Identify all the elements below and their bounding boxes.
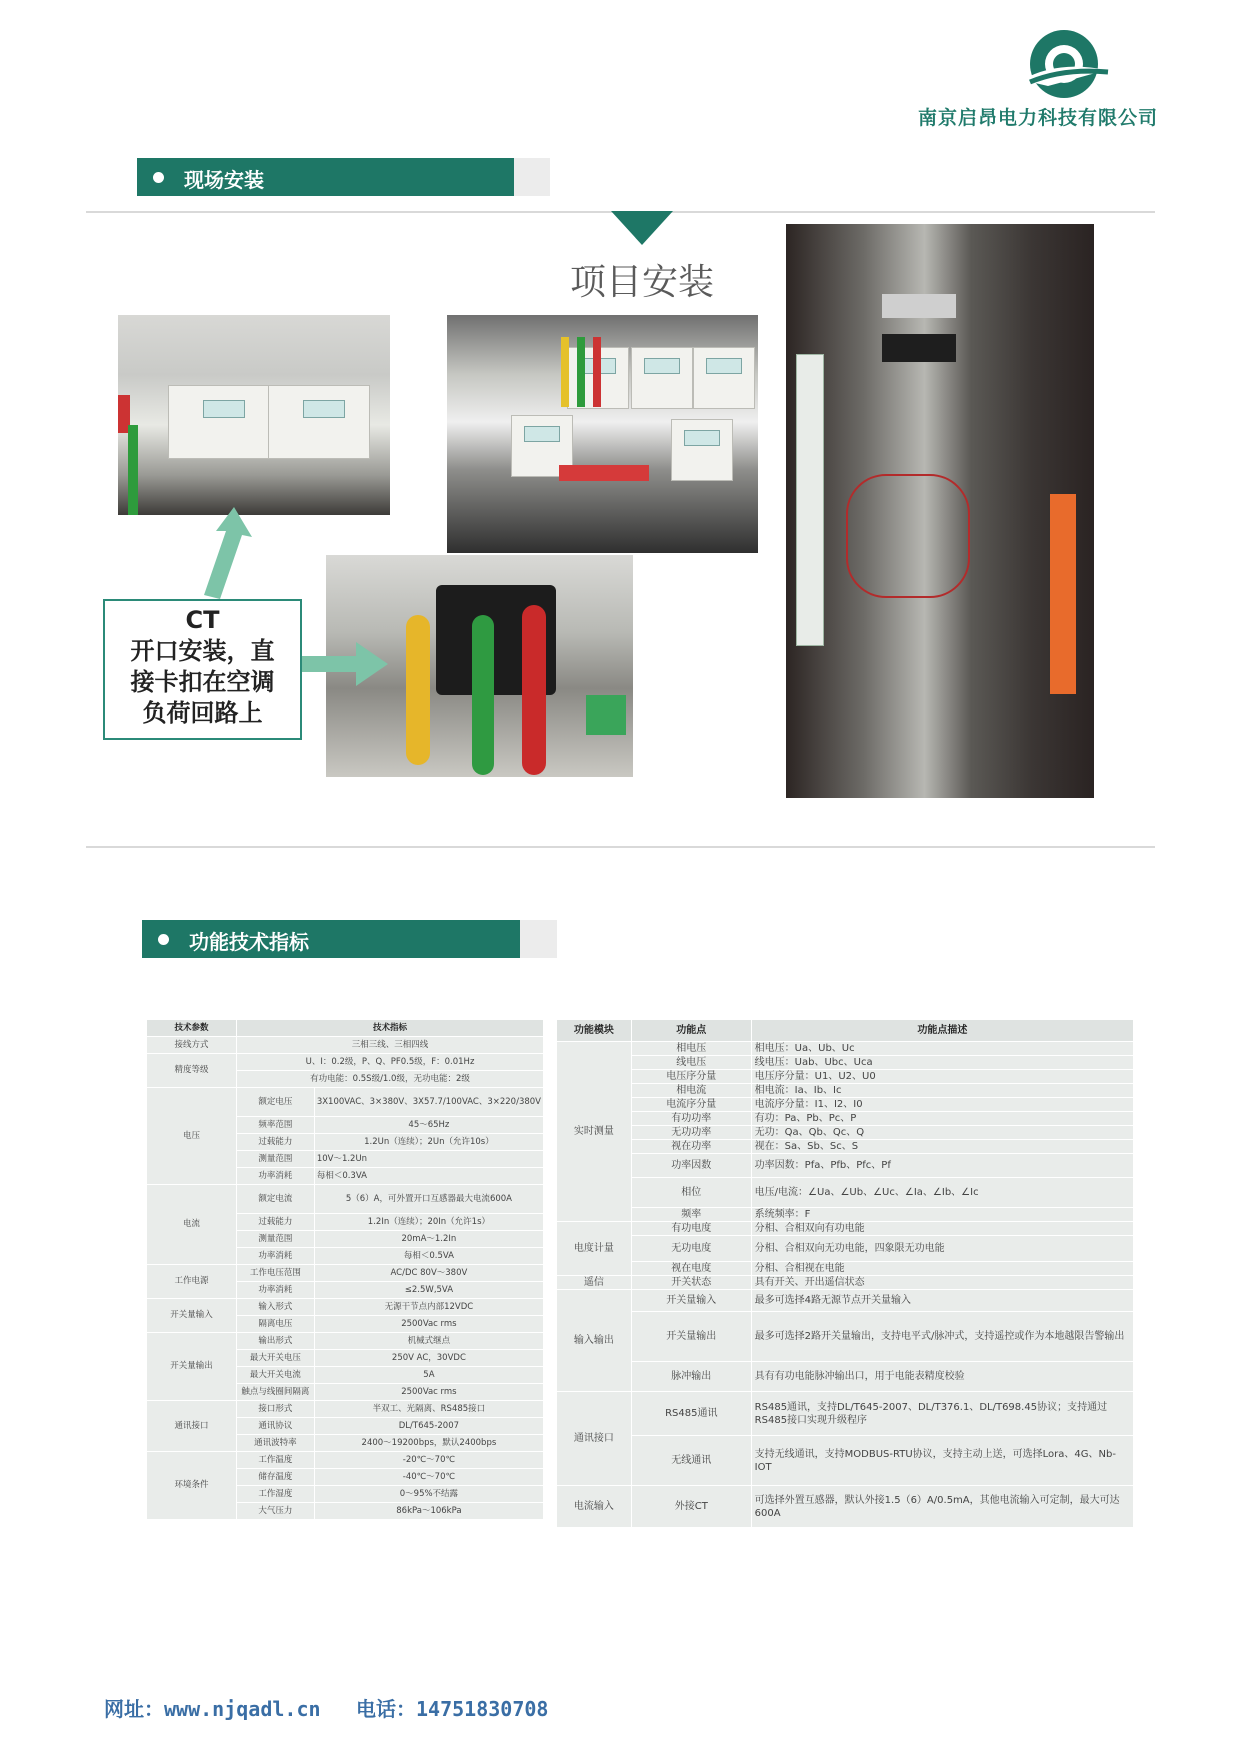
spec-item: 功率消耗 <box>237 1282 315 1299</box>
func-desc: 电流序分量：I1、I2、I0 <box>751 1098 1133 1112</box>
spec-group: 接线方式 <box>147 1037 237 1054</box>
spec-value: 250V AC，30VDC <box>314 1350 543 1367</box>
func-desc: 系统频率：F <box>751 1208 1133 1222</box>
func-point: 功率因数 <box>631 1154 751 1178</box>
spec-value: 5A <box>314 1367 543 1384</box>
spec-value: DL/T645-2007 <box>314 1418 543 1435</box>
spec-group: 精度等级 <box>147 1054 237 1088</box>
spec-value: 20mA～1.2In <box>314 1231 543 1248</box>
func-desc: 分相、合相双向无功电能，四象限无功电能 <box>751 1236 1133 1262</box>
up-arrow-icon <box>186 505 256 600</box>
func-desc: 电压序分量：U1、U2、U0 <box>751 1070 1133 1084</box>
spec-item: 触点与线圈间隔离 <box>237 1384 315 1401</box>
func-module: 实时测量 <box>557 1042 632 1222</box>
spec-value: AC/DC 80V～380V <box>314 1265 543 1282</box>
down-arrow-icon <box>611 211 673 245</box>
spec-item: 功率消耗 <box>237 1248 315 1265</box>
table-row <box>557 1362 1134 1392</box>
spec-value: 86kPa～106kPa <box>314 1503 543 1520</box>
spec-group: 电压 <box>147 1088 237 1185</box>
func-point: 开关状态 <box>631 1276 751 1290</box>
table-row <box>147 1401 544 1418</box>
func-point: 外接CT <box>631 1486 751 1528</box>
spec-group: 环境条件 <box>147 1452 237 1520</box>
table-row <box>557 1208 1134 1222</box>
spec-item: 大气压力 <box>237 1503 315 1520</box>
func-header-desc: 功能点描述 <box>751 1020 1133 1042</box>
table-row <box>557 1262 1134 1276</box>
spec-item: 储存温度 <box>237 1469 315 1486</box>
func-desc: 最多可选择4路无源节点开关量输入 <box>751 1290 1133 1312</box>
table-row <box>557 1112 1134 1126</box>
func-point: 开关量输入 <box>631 1290 751 1312</box>
section-title-install: 现场安装 <box>184 168 264 192</box>
func-header-module: 功能模块 <box>557 1020 632 1042</box>
func-desc: 相电流：Ia、Ib、Ic <box>751 1084 1133 1098</box>
func-desc: RS485通讯，支持DL/T645-2007、DL/T376.1、DL/T698.45协议；支持通过RS485接口实现升级程序 <box>751 1392 1133 1436</box>
table-row <box>147 1452 544 1469</box>
table-row <box>557 1042 1134 1056</box>
func-point: 相位 <box>631 1178 751 1208</box>
spec-item: 测量范围 <box>237 1231 315 1248</box>
function-table <box>556 1019 1134 1528</box>
ct-install-callout <box>103 599 302 740</box>
func-point: 有功功率 <box>631 1112 751 1126</box>
spec-item: 最大开关电压 <box>237 1350 315 1367</box>
spec-value: 每相＜0.3VA <box>314 1168 543 1185</box>
spec-value: 半双工、光隔离、RS485接口 <box>314 1401 543 1418</box>
func-point: 视在电度 <box>631 1262 751 1276</box>
func-desc: 无功：Qa、Qb、Qc、Q <box>751 1126 1133 1140</box>
spec-value: 2500Vac rms <box>314 1384 543 1401</box>
table-row <box>557 1140 1134 1154</box>
spec-value: 1.2In（连续）；20In（允许1s） <box>314 1214 543 1231</box>
func-desc: 最多可选择2路开关量输出，支持电平式/脉冲式，支持遥控或作为本地越限告警输出 <box>751 1312 1133 1362</box>
callout-line-3: 接卡扣在空调 <box>130 668 275 696</box>
bullet-icon <box>158 934 169 945</box>
func-module: 电度计量 <box>557 1222 632 1276</box>
func-point: 相电压 <box>631 1042 751 1056</box>
table-row <box>557 1312 1134 1362</box>
callout-line-1: CT <box>185 606 220 634</box>
spec-item: 输出形式 <box>237 1333 315 1350</box>
callout-line-2: 开口安装，直 <box>130 637 275 665</box>
divider <box>86 846 1155 848</box>
func-point: 电流序分量 <box>631 1098 751 1112</box>
spec-value: 2500Vac rms <box>314 1316 543 1333</box>
table-row <box>557 1392 1134 1436</box>
section-title-spec: 功能技术指标 <box>189 930 309 954</box>
func-point: 视在功率 <box>631 1140 751 1154</box>
spec-value: 0～95%不结露 <box>314 1486 543 1503</box>
photo-cabinet-wiring <box>786 224 1094 798</box>
func-desc: 相电压：Ua、Ub、Uc <box>751 1042 1133 1056</box>
spec-table <box>146 1019 544 1520</box>
table-row <box>147 1054 544 1071</box>
table-row <box>557 1070 1134 1084</box>
spec-header-value: 技术指标 <box>237 1020 544 1037</box>
func-point: 开关量输出 <box>631 1312 751 1362</box>
func-point: 有功电度 <box>631 1222 751 1236</box>
photo-meter-install <box>118 315 390 515</box>
spec-group: 开关量输出 <box>147 1333 237 1401</box>
bullet-icon <box>153 172 164 183</box>
spec-value: -20℃～70℃ <box>314 1452 543 1469</box>
table-row <box>557 1178 1134 1208</box>
spec-value: 10V～1.2Un <box>314 1151 543 1168</box>
func-point: 无功电度 <box>631 1236 751 1262</box>
spec-value: 三相三线、三相四线 <box>237 1037 544 1054</box>
table-row <box>147 1185 544 1214</box>
spec-item: 工作电压范围 <box>237 1265 315 1282</box>
func-point: 相电流 <box>631 1084 751 1098</box>
table-row <box>557 1222 1134 1236</box>
table-row <box>557 1290 1134 1312</box>
company-logo <box>1018 26 1110 106</box>
photo-cabinet-modules <box>447 315 758 553</box>
func-desc: 电压/电流：∠Ua、∠Ub、∠Uc、∠Ia、∠Ib、∠Ic <box>751 1178 1133 1208</box>
spec-item: 最大开关电流 <box>237 1367 315 1384</box>
spec-group: 工作电源 <box>147 1265 237 1299</box>
spec-value: 5（6）A，可外置开口互感器最大电流600A <box>314 1185 543 1214</box>
spec-item: 接口形式 <box>237 1401 315 1418</box>
spec-item: 输入形式 <box>237 1299 315 1316</box>
spec-value: 无源干节点内部12VDC <box>314 1299 543 1316</box>
spec-value: U、I：0.2级，P、Q、PF0.5级，F：0.01Hz <box>237 1054 544 1071</box>
spec-value: 每相＜0.5VA <box>314 1248 543 1265</box>
func-desc: 分相、合相双向有功电能 <box>751 1222 1133 1236</box>
callout-line-4: 负荷回路上 <box>142 699 263 727</box>
spec-item: 额定电压 <box>237 1088 315 1117</box>
spec-header-param: 技术参数 <box>147 1020 237 1037</box>
table-row <box>147 1088 544 1117</box>
func-point: 电压序分量 <box>631 1070 751 1084</box>
func-point: 脉冲输出 <box>631 1362 751 1392</box>
project-install-title: 项目安装 <box>570 262 715 303</box>
table-row <box>557 1436 1134 1486</box>
func-header-point: 功能点 <box>631 1020 751 1042</box>
section-header-install <box>137 158 550 196</box>
spec-item: 测量范围 <box>237 1151 315 1168</box>
func-desc: 具有有功电能脉冲输出口，用于电能表精度校验 <box>751 1362 1133 1392</box>
table-row <box>557 1056 1134 1070</box>
spec-value: 机械式继点 <box>314 1333 543 1350</box>
func-desc: 支持无线通讯，支持MODBUS-RTU协议，支持主动上送，可选择Lora、4G、Nb-IOT <box>751 1436 1133 1486</box>
table-row <box>147 1333 544 1350</box>
spec-value: 2400～19200bps，默认2400bps <box>314 1435 543 1452</box>
table-row <box>557 1126 1134 1140</box>
func-desc: 视在：Sa、Sb、Sc、S <box>751 1140 1133 1154</box>
spec-item: 额定电流 <box>237 1185 315 1214</box>
table-row <box>557 1276 1134 1290</box>
spec-value: 45～65Hz <box>314 1117 543 1134</box>
func-module: 电流输入 <box>557 1486 632 1528</box>
spec-item: 过载能力 <box>237 1134 315 1151</box>
table-row <box>557 1084 1134 1098</box>
table-row <box>147 1299 544 1316</box>
func-module: 通讯接口 <box>557 1392 632 1486</box>
func-desc: 具有开关、开出遥信状态 <box>751 1276 1133 1290</box>
func-module: 输入输出 <box>557 1290 632 1392</box>
table-row <box>557 1236 1134 1262</box>
spec-item: 通讯波特率 <box>237 1435 315 1452</box>
spec-group: 通讯接口 <box>147 1401 237 1452</box>
func-module: 遥信 <box>557 1276 632 1290</box>
func-point: 无线通讯 <box>631 1436 751 1486</box>
spec-item: 工作湿度 <box>237 1486 315 1503</box>
table-row <box>147 1037 544 1054</box>
spec-item: 频率范围 <box>237 1117 315 1134</box>
func-point: RS485通讯 <box>631 1392 751 1436</box>
spec-item: 通讯协议 <box>237 1418 315 1435</box>
func-desc: 线电压：Uab、Ubc、Uca <box>751 1056 1133 1070</box>
func-desc: 有功：Pa、Pb、Pc、P <box>751 1112 1133 1126</box>
spec-value: -40℃～70℃ <box>314 1469 543 1486</box>
spec-item: 功率消耗 <box>237 1168 315 1185</box>
func-point: 频率 <box>631 1208 751 1222</box>
company-name: 南京启昂电力科技有限公司 <box>918 107 1159 129</box>
table-row <box>557 1154 1134 1178</box>
func-desc: 可选择外置互感器，默认外接1.5（6）A/0.5mA，其他电流输入可定制，最大可达600A <box>751 1486 1133 1528</box>
func-desc: 功率因数：Pfa、Pfb、Pfc、Pf <box>751 1154 1133 1178</box>
right-arrow-icon <box>302 640 390 688</box>
section-header-spec <box>142 920 557 958</box>
func-point: 线电压 <box>631 1056 751 1070</box>
footer-phone: 电话：14751830708 <box>356 1697 549 1721</box>
spec-value: ≤2.5W,5VA <box>314 1282 543 1299</box>
spec-value: 1.2Un（连续）；2Un（允许10s） <box>314 1134 543 1151</box>
table-row <box>557 1486 1134 1528</box>
func-desc: 分相、合相视在电能 <box>751 1262 1133 1276</box>
spec-group: 开关量输入 <box>147 1299 237 1333</box>
spec-value: 有功电能：0.5S级/1.0级，无功电能：2级 <box>237 1071 544 1088</box>
table-row <box>557 1098 1134 1112</box>
spec-value: 3X100VAC、3×380V、3X57.7/100VAC、3×220/380V <box>314 1088 543 1117</box>
spec-item: 隔离电压 <box>237 1316 315 1333</box>
spec-item: 过载能力 <box>237 1214 315 1231</box>
footer-website[interactable]: 网址：www.njqadl.cn <box>104 1697 321 1721</box>
table-row <box>147 1265 544 1282</box>
spec-item: 工作温度 <box>237 1452 315 1469</box>
func-point: 无功功率 <box>631 1126 751 1140</box>
spec-group: 电流 <box>147 1185 237 1265</box>
